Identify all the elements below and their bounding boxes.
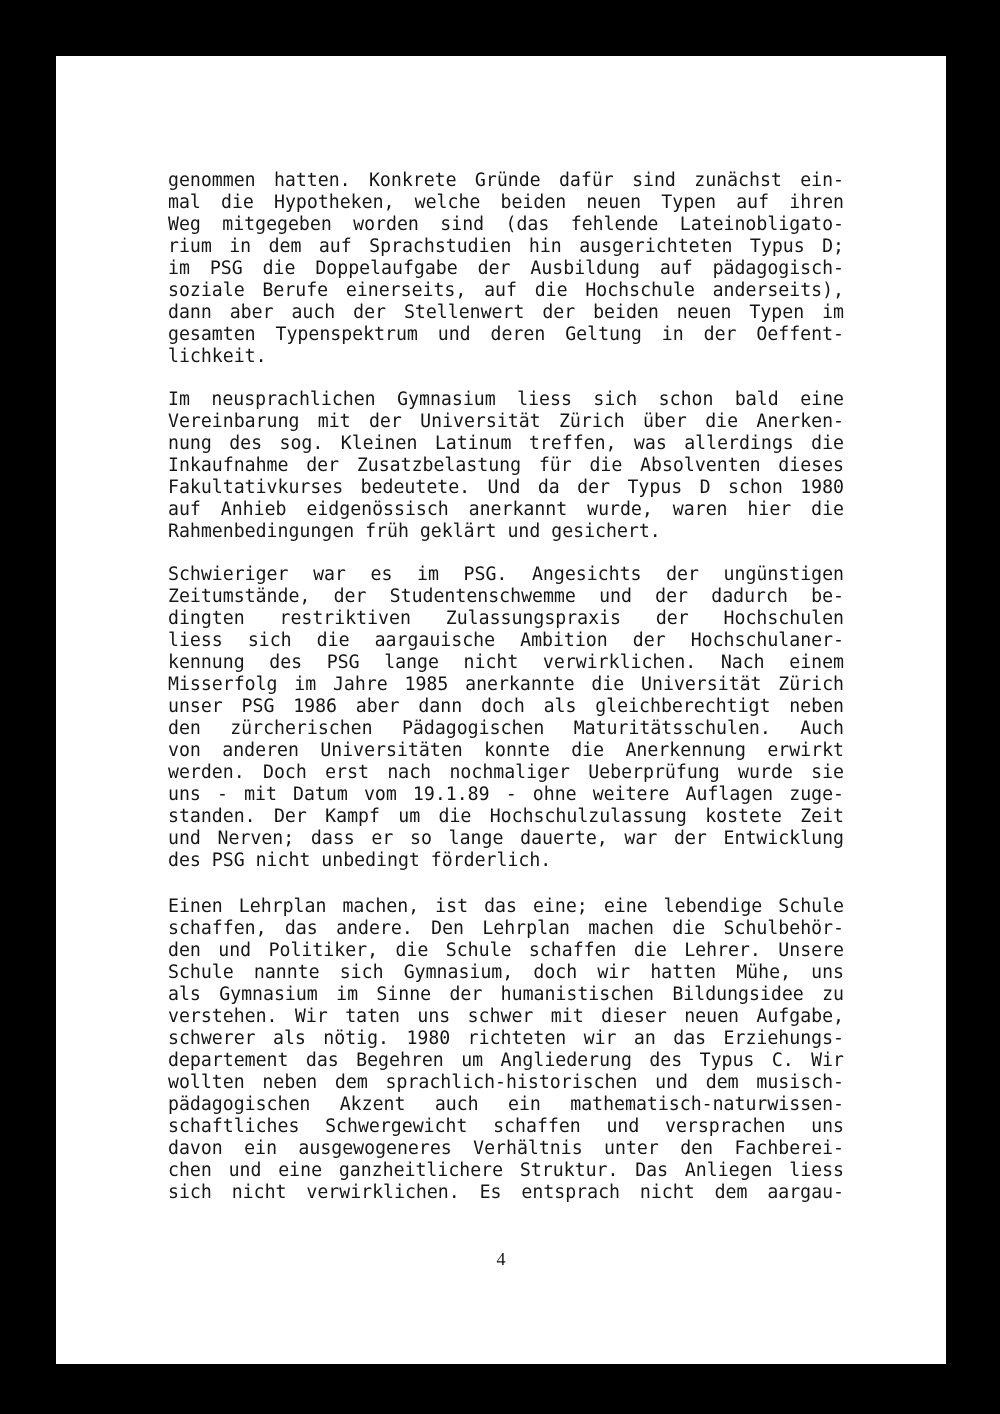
text-line: Inkaufnahme der Zusatzbelastung für die Absolventen dieses [168,455,844,476]
text-line: den zürcherischen Pädagogischen Maturitätsschulen. Auch [168,718,844,739]
text-line: davon ein ausgewogeneres Verhältnis unter den Fachberei- [168,1138,844,1159]
text-line: standen. Der Kampf um die Hochschulzulassung kostete Zeit [168,806,844,827]
text-line: unser PSG 1986 aber dann doch als gleichberechtigt neben [168,696,844,717]
text-line: dann aber auch der Stellenwert der beiden neuen Typen im [168,302,844,323]
text-line: liess sich die aargauische Ambition der Hochschulaner- [168,630,844,651]
text-line: als Gymnasium im Sinne der humanistischen Bildungsidee zu [168,984,844,1005]
text-line: departement das Begehren um Angliederung des Typus C. Wir [168,1050,844,1071]
text-line: Einen Lehrplan machen, ist das eine; eine lebendige Schule [168,896,844,917]
text-line: des PSG nicht unbedingt förderlich. [168,850,552,871]
text-line: pädagogischen Akzent auch ein mathematisch-naturwissen- [168,1094,844,1115]
text-line: sich nicht verwirklichen. Es entsprach nicht dem aargau- [168,1182,844,1203]
paragraph-1 [168,170,844,368]
text-line: uns - mit Datum vom 19.1.89 - ohne weitere Auflagen zuge- [168,784,844,805]
text-line: Im neusprachlichen Gymnasium liess sich schon bald eine [168,389,844,410]
page-number: 4 [496,1249,506,1269]
text-line: Zeitumstände, der Studentenschwemme und der dadurch be- [168,586,844,607]
text-line: und Nerven; dass er so lange dauerte, war der Entwicklung [168,828,844,849]
text-line: nung des sog. Kleinen Latinum treffen, was allerdings die [168,433,844,454]
text-line: auf Anhieb eidgenössisch anerkannt wurde, waren hier die [168,499,844,520]
text-line: wollten neben dem sprachlich-historischen und dem musisch- [168,1072,844,1093]
text-line: Weg mitgegeben worden sind (das fehlende Lateinobligato- [168,214,844,235]
text-line: im PSG die Doppelaufgabe der Ausbildung auf pädagogisch- [168,258,844,279]
text-line: schaffen, das andere. Den Lehrplan machen die Schulbehör- [168,918,844,939]
paragraph-3 [168,564,844,872]
text-line: schaftliches Schwergewicht schaffen und versprachen uns [168,1116,844,1137]
text-line: den und Politiker, die Schule schaffen die Lehrer. Unsere [168,940,844,961]
text-line: Rahmenbedingungen früh geklärt und gesichert. [168,521,661,542]
text-line: Misserfolg im Jahre 1985 anerkannte die Universität Zürich [168,674,844,695]
text-line: werden. Doch erst nach nochmaliger Ueberprüfung wurde sie [168,762,844,783]
text-line: Schwieriger war es im PSG. Angesichts der ungünstigen [168,564,844,585]
paragraph-4 [168,896,844,1204]
text-line: von anderen Universitäten konnte die Anerkennung erwirkt [168,740,844,761]
document-page [56,56,946,1364]
text-line: soziale Berufe einerseits, auf die Hochschule anderseits), [168,280,844,301]
text-line: Vereinbarung mit der Universität Zürich über die Anerken- [168,411,844,432]
text-line: chen und eine ganzheitlichere Struktur. Das Anliegen liess [168,1160,844,1181]
text-line: lichkeit. [168,346,267,367]
text-line: kennung des PSG lange nicht verwirklichen. Nach einem [168,652,844,673]
text-line: gesamten Typenspektrum und deren Geltung in der Oeffent- [168,324,844,345]
text-line: Schule nannte sich Gymnasium, doch wir hatten Mühe, uns [168,962,844,983]
text-line: dingten restriktiven Zulassungspraxis der Hochschulen [168,608,844,629]
text-line: mal die Hypotheken, welche beiden neuen Typen auf ihren [168,192,844,213]
paragraph-2 [168,389,844,543]
text-line: rium in dem auf Sprachstudien hin ausgerichteten Typus D; [168,236,844,257]
text-line: verstehen. Wir taten uns schwer mit dieser neuen Aufgabe, [168,1006,844,1027]
text-line: Fakultativkurses bedeutete. Und da der Typus D schon 1980 [168,477,844,498]
text-line: genommen hatten. Konkrete Gründe dafür sind zunächst ein- [168,170,844,191]
text-line: schwerer als nötig. 1980 richteten wir an das Erziehungs- [168,1028,844,1049]
